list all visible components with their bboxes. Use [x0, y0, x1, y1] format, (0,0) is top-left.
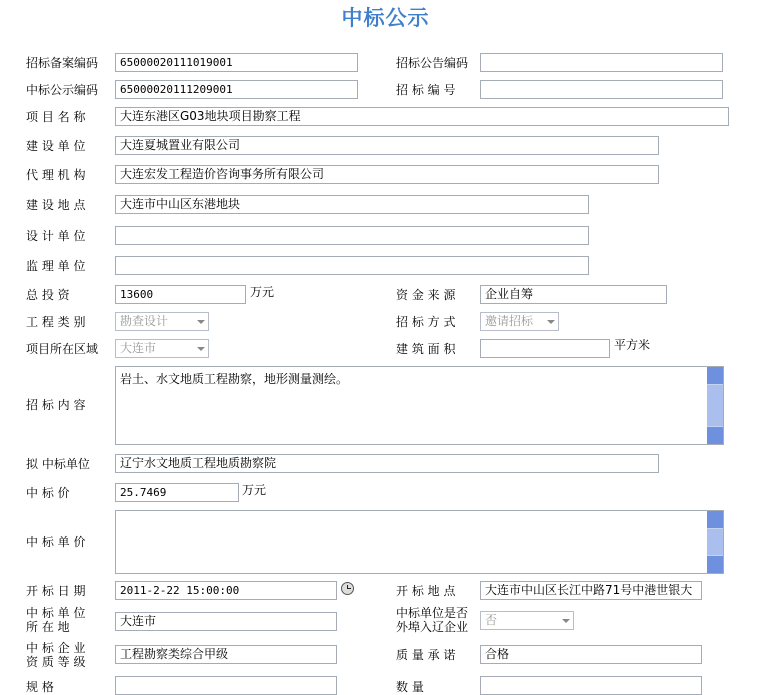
- label-fund-source: 资 金 来 源: [396, 288, 456, 302]
- label-winner-location-line1: 中 标 单 位: [26, 606, 86, 620]
- label-open-place: 开 标 地 点: [396, 584, 456, 598]
- label-quality: 质 量 承 诺: [396, 648, 456, 662]
- label-qualification-line1: 中 标 企 业: [26, 641, 86, 655]
- project-name-field[interactable]: 大连东港区G03地块项目勘察工程: [115, 107, 729, 126]
- label-bid-method: 招 标 方 式: [396, 315, 456, 329]
- label-site: 建 设 地 点: [26, 198, 86, 212]
- label-record-code: 招标备案编码: [26, 56, 99, 70]
- winner-location-field[interactable]: 大连市: [115, 612, 337, 631]
- unit-price-textarea[interactable]: [115, 510, 724, 574]
- label-investment: 总 投 资: [26, 288, 70, 302]
- fund-source-field[interactable]: 企业自筹: [480, 285, 667, 304]
- label-winner-location-line2: 所 在 地: [26, 620, 70, 634]
- investment-unit: 万元: [250, 285, 275, 299]
- agent-field[interactable]: 大连宏发工程造价咨询事务所有限公司: [115, 165, 659, 184]
- label-award-code: 中标公示编码: [26, 83, 99, 97]
- quality-field[interactable]: 合格: [480, 645, 702, 664]
- site-field[interactable]: 大连市中山区东港地块: [115, 195, 589, 214]
- content-text: 岩土、水文地质工程勘察，地形测量测绘。: [120, 372, 349, 386]
- open-place-field[interactable]: 大连市中山区长江中路71号中港世银大: [480, 581, 702, 600]
- label-content: 招 标 内 容: [26, 398, 86, 412]
- record-code-field[interactable]: 65000020111019001: [115, 53, 358, 72]
- label-region: 项目所在区域: [26, 342, 99, 356]
- page-title: 中标公示: [341, 6, 430, 30]
- label-project-name: 项 目 名 称: [26, 110, 86, 124]
- label-price: 中 标 价: [26, 486, 70, 500]
- region-value: 大连市: [120, 341, 157, 355]
- bid-number-field[interactable]: [480, 80, 723, 99]
- label-open-date: 开 标 日 期: [26, 584, 86, 598]
- label-outside-line1: 中标单位是否: [396, 606, 469, 620]
- label-winner: 拟 中标单位: [26, 457, 90, 471]
- label-bid-number: 招 标 编 号: [396, 83, 456, 97]
- area-unit: 平方米: [614, 338, 651, 352]
- outside-select[interactable]: [480, 611, 574, 630]
- label-area: 建 筑 面 积: [396, 342, 456, 356]
- chevron-down-icon: [547, 320, 555, 324]
- label-notice-code: 招标公告编码: [396, 56, 469, 70]
- label-supervisor: 监 理 单 位: [26, 259, 86, 273]
- unit-price-scrollbar[interactable]: [707, 511, 723, 573]
- label-quantity: 数 量: [396, 680, 424, 694]
- label-unit-price: 中 标 单 价: [26, 535, 86, 549]
- scroll-up-button[interactable]: [707, 511, 723, 528]
- quantity-field[interactable]: [480, 676, 702, 695]
- builder-field[interactable]: 大连夏城置业有限公司: [115, 136, 659, 155]
- qualification-field[interactable]: 工程勘察类综合甲级: [115, 645, 337, 664]
- winner-field[interactable]: 辽宁水文地质工程地质勘察院: [115, 454, 659, 473]
- investment-field[interactable]: 13600: [115, 285, 246, 304]
- chevron-down-icon: [197, 320, 205, 324]
- label-qualification-line2: 资 质 等 级: [26, 655, 86, 669]
- outside-value: 否: [485, 613, 498, 627]
- label-designer: 设 计 单 位: [26, 229, 86, 243]
- bid-method-select[interactable]: [480, 312, 559, 331]
- project-type-select[interactable]: [115, 312, 209, 331]
- label-agent: 代 理 机 构: [26, 168, 86, 182]
- scroll-down-button[interactable]: [707, 556, 723, 573]
- label-spec: 规 格: [26, 680, 54, 694]
- content-textarea[interactable]: [115, 366, 724, 445]
- notice-code-field[interactable]: [480, 53, 723, 72]
- chevron-down-icon: [197, 347, 205, 351]
- designer-field[interactable]: [115, 226, 589, 245]
- scroll-thumb[interactable]: [707, 529, 723, 555]
- content-scrollbar[interactable]: [707, 367, 723, 444]
- chevron-down-icon: [562, 619, 570, 623]
- bid-method-value: 邀请招标: [485, 314, 534, 328]
- project-type-value: 勘查设计: [120, 314, 169, 328]
- award-code-field[interactable]: 65000020111209001: [115, 80, 358, 99]
- scroll-thumb[interactable]: [707, 385, 723, 426]
- label-outside-line2: 外埠入辽企业: [396, 620, 469, 634]
- label-builder: 建 设 单 位: [26, 139, 86, 153]
- clock-icon[interactable]: [341, 582, 354, 595]
- supervisor-field[interactable]: [115, 256, 589, 275]
- open-date-field[interactable]: 2011-2-22 15:00:00: [115, 581, 337, 600]
- price-unit: 万元: [242, 483, 267, 497]
- region-select[interactable]: [115, 339, 209, 358]
- label-project-type: 工 程 类 别: [26, 315, 86, 329]
- area-field[interactable]: [480, 339, 610, 358]
- scroll-up-button[interactable]: [707, 367, 723, 384]
- spec-field[interactable]: [115, 676, 337, 695]
- scroll-down-button[interactable]: [707, 427, 723, 444]
- price-field[interactable]: 25.7469: [115, 483, 239, 502]
